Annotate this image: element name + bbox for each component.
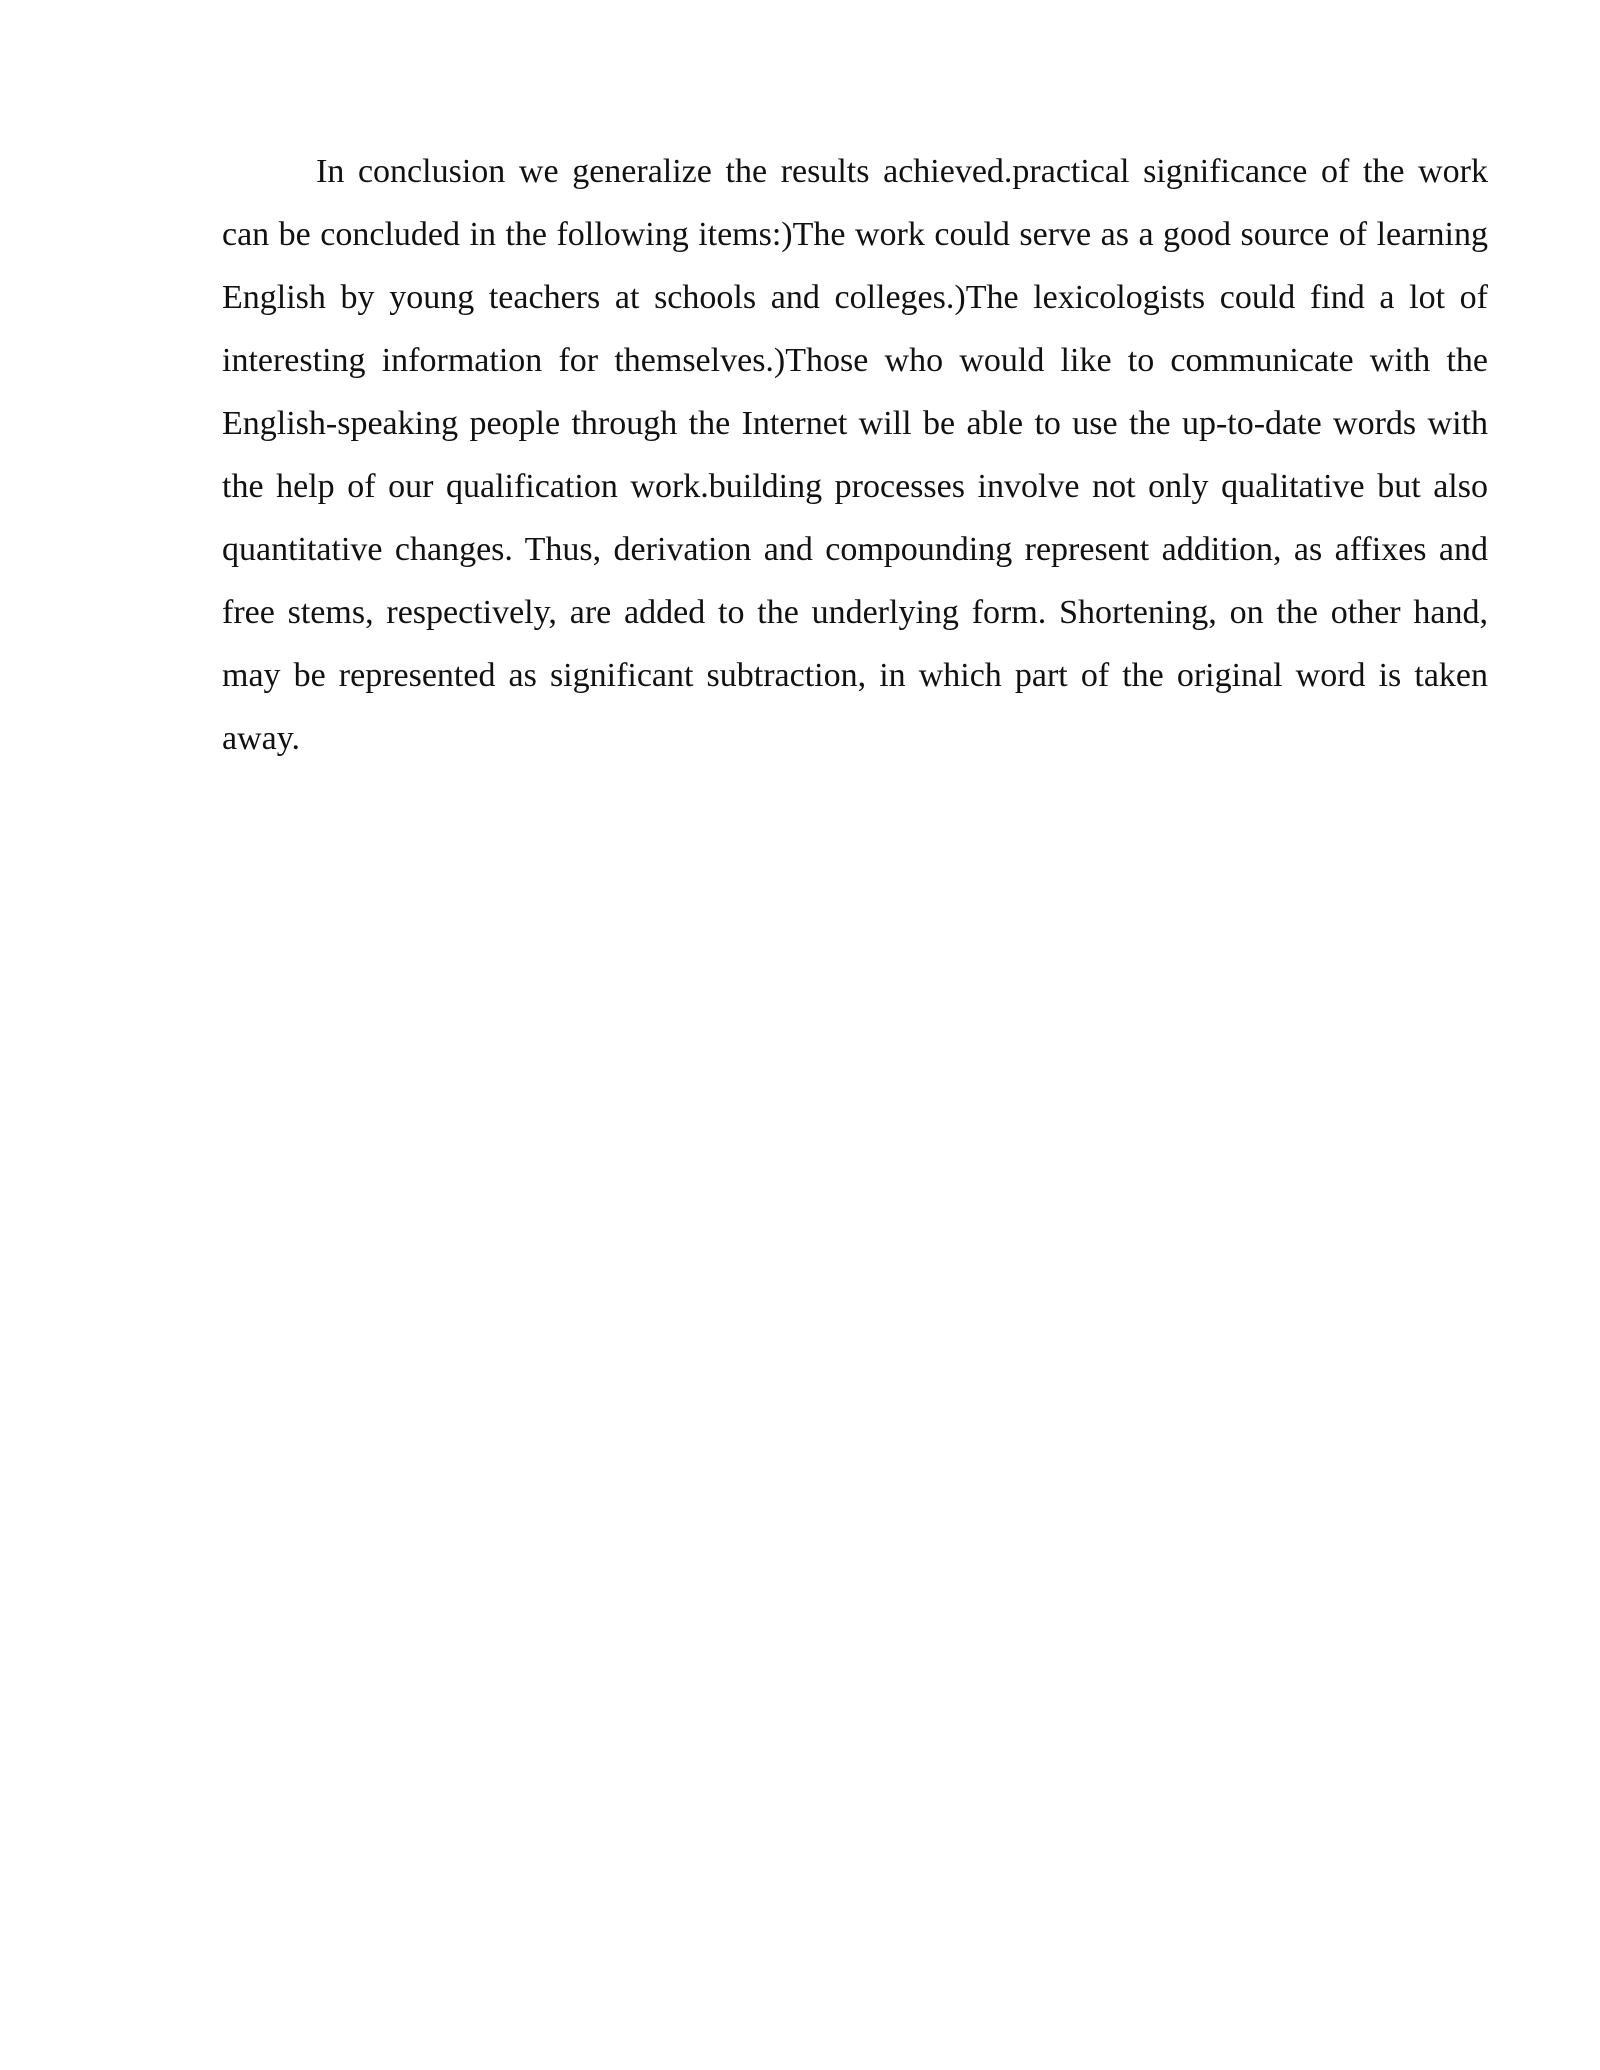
conclusion-paragraph: In conclusion we generalize the results achieved.practical significance of the work can be concluded in the following items:)The work could serve as a good source of learning English by young teachers at schools and colleges.)The lexicologists could find a lot of interesting information for themselves.)Those who would like to communicate with the English-speaking people through the Internet will be able to use the up-to-date words with the help of our qualification work.building processes involve not only qualitative but also quantitative changes. Thus, derivation and compounding represent addition, as affixes and free stems, respectively, are added to the underlying form. Shortening, on the other hand, may be represented as significant subtraction, in which part of the original word is taken away. <box>222 153 1488 757</box>
body-text <box>222 140 1488 770</box>
